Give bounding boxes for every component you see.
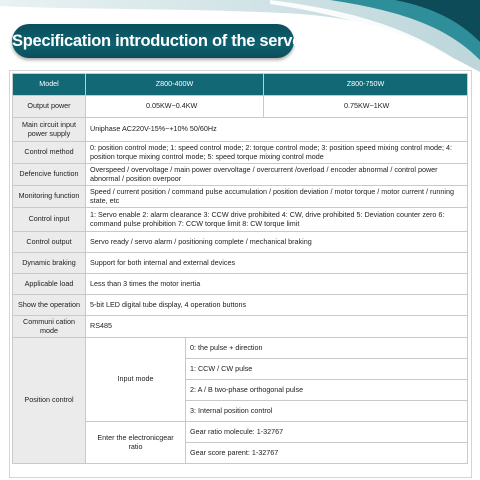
value-control-method: 0: position control mode; 1: speed control mode; 2: torque control mode; 3: position speed mixing control mode; 4: position torque mixing control mode; 5: speed torque mixing control mode <box>86 142 468 164</box>
label-defensive: Defencive function <box>13 164 86 186</box>
label-output-power: Output power <box>13 96 86 118</box>
row-control-method <box>13 142 468 164</box>
row-main-circuit <box>13 118 468 142</box>
label-gear-ratio: Enter the electronicgear ratio <box>86 422 186 464</box>
value-communication: RS485 <box>86 316 468 338</box>
value-main-circuit: Uniphase AC220V-15%~+10% 50/60Hz <box>86 118 468 142</box>
row-applicable-load <box>13 274 468 295</box>
label-applicable-load: Applicable load <box>13 274 86 295</box>
input-mode-option-3: 3: Internal position control <box>186 401 468 422</box>
row-control-output <box>13 232 468 253</box>
gear-ratio-option-1: Gear score parent: 1-32767 <box>186 443 468 464</box>
value-control-output: Servo ready / servo alarm / positioning complete / mechanical braking <box>86 232 468 253</box>
row-defensive <box>13 164 468 186</box>
value-dynamic-braking: Support for both internal and external devices <box>86 253 468 274</box>
label-show-operation: Show the operation <box>13 295 86 316</box>
table-header-row <box>13 74 468 96</box>
label-input-mode: Input mode <box>86 338 186 422</box>
value-monitoring: Speed / current position / command pulse accumulation / position deviation / motor torque / motor current / running state, etc <box>86 186 468 208</box>
label-communication: Communi cation mode <box>13 316 86 338</box>
value-applicable-load: Less than 3 times the motor inertia <box>86 274 468 295</box>
header-col1: Z800-400W <box>86 74 264 96</box>
input-mode-option-2: 2: A / B two-phase orthogonal pulse <box>186 380 468 401</box>
page-title: Specification introduction of the servo drive <box>12 24 294 58</box>
input-mode-option-0: 0: the pulse + direction <box>186 338 468 359</box>
spec-table <box>12 73 468 464</box>
label-position-control: Position control <box>13 338 86 464</box>
header-col2: Z800-750W <box>264 74 468 96</box>
row-show-operation <box>13 295 468 316</box>
row-position-input-0 <box>13 338 468 359</box>
label-control-method: Control method <box>13 142 86 164</box>
label-dynamic-braking: Dynamic braking <box>13 253 86 274</box>
row-monitoring <box>13 186 468 208</box>
label-control-input: Control input <box>13 208 86 232</box>
value-show-operation: 5-bit LED digital tube display, 4 operation buttons <box>86 295 468 316</box>
label-monitoring: Monitoring function <box>13 186 86 208</box>
value-control-input: 1: Servo enable 2: alarm clearance 3: CCW drive prohibited 4: CW, drive prohibited 5: Deviation counter zero 6: command pulse prohibition 7: CCW torque limit 8: CW torque limit <box>86 208 468 232</box>
value-output-power-2: 0.75KW~1KW <box>264 96 468 118</box>
value-output-power-1: 0.05KW~0.4KW <box>86 96 264 118</box>
row-dynamic-braking <box>13 253 468 274</box>
header-model: Model <box>13 74 86 96</box>
input-mode-option-1: 1: CCW / CW pulse <box>186 359 468 380</box>
row-output-power <box>13 96 468 118</box>
value-defensive: Overspeed / overvoltage / main power overvoltage / overcurrent /overload / encoder abnormal / control power abnormal / position overpoor <box>86 164 468 186</box>
row-control-input <box>13 208 468 232</box>
label-main-circuit: Main circuit input power supply <box>13 118 86 142</box>
gear-ratio-option-0: Gear ratio molecule: 1-32767 <box>186 422 468 443</box>
label-control-output: Control output <box>13 232 86 253</box>
row-communication <box>13 316 468 338</box>
